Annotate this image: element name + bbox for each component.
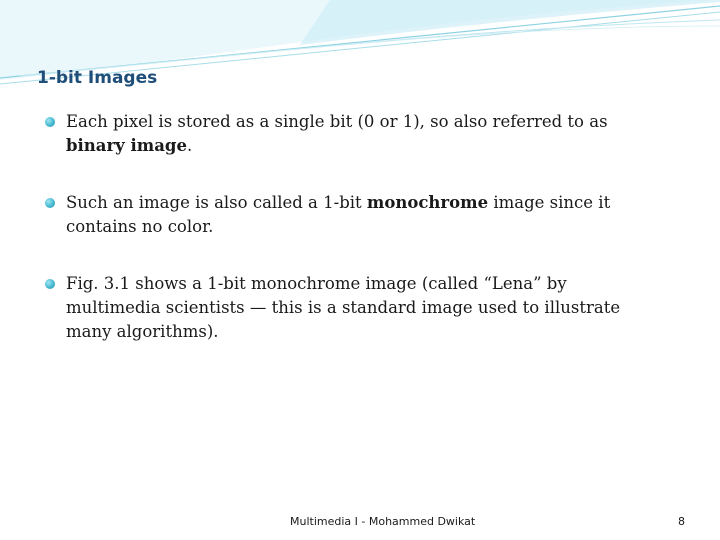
bullet-text: Fig. 3.1 shows a 1-bit monochrome image (called “Lena” by multimedia scientists — this is a standard image used to illustrate many algorithms). bbox=[66, 274, 621, 341]
bullet-text-post: image since it contains no color. bbox=[66, 193, 611, 236]
bullet-dot-icon bbox=[45, 198, 55, 208]
bullet-item bbox=[45, 191, 665, 239]
bullet-dot-icon bbox=[45, 279, 55, 289]
bullet-item bbox=[45, 272, 665, 344]
slide-title: 1-bit Images bbox=[37, 68, 158, 88]
bullet-text-bold: monochrome bbox=[366, 193, 489, 212]
page-number: 8 bbox=[678, 515, 685, 528]
footer-author: Multimedia I - Mohammed Dwikat bbox=[290, 515, 476, 528]
bullet-text-bold: binary image bbox=[66, 136, 187, 155]
bullet-text-post: . bbox=[186, 136, 193, 155]
bullet-item bbox=[45, 110, 665, 158]
bullet-text-pre: Such an image is also called a 1-bit bbox=[66, 193, 367, 212]
bullet-dot-icon bbox=[45, 117, 55, 127]
bullet-list bbox=[45, 110, 665, 344]
bullet-text-pre: Each pixel is stored as a single bit (0 or 1), so also referred to as bbox=[66, 112, 608, 131]
